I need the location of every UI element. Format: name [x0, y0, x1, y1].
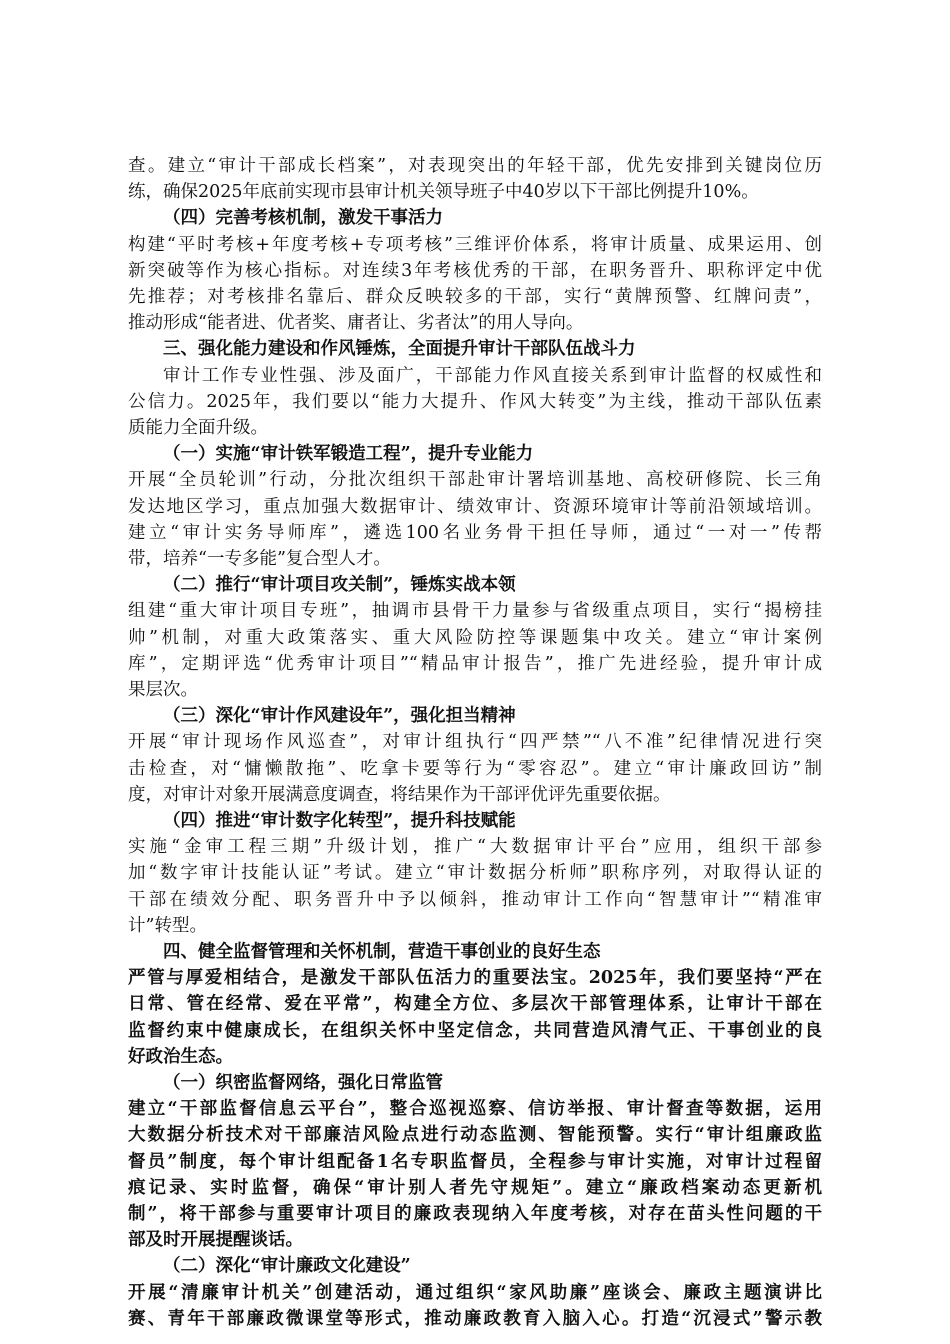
text-line: 干部在绩效分配、职务晋升中予以倾斜，推动审计工作向“智慧审计”“精准审	[128, 889, 822, 910]
section-heading: 四、健全监督管理和关怀机制，营造干事创业的良好生态	[163, 942, 601, 962]
section-heading: （四）推进“审计数字化转型”，提升科技赋能	[163, 811, 516, 831]
text-line: 组建“重大审计项目专班”，抽调市县骨干力量参与省级重点项目，实行“揭榜挂	[128, 601, 822, 622]
text-line: 赛、青年干部廉政微课堂等形式，推动廉政教育入脑入心。打造“沉浸式”警示教	[128, 1308, 822, 1329]
text-line: 实施“金审工程三期”升级计划，推广“大数据审计平台”应用，组织干部参	[128, 837, 822, 858]
text-line: 严管与厚爱相结合，是激发干部队伍活力的重要法宝。2025年，我们要坚持“严在	[128, 968, 822, 989]
text-line: 督员”制度，每个审计组配备1名专职监督员，全程参与审计实施，对审计过程留	[128, 1151, 822, 1172]
text-line: 建立“干部监督信息云平台”，整合巡视巡察、信访举报、审计督查等数据，运用	[128, 1099, 822, 1120]
text-line: 构建“平时考核+年度考核+专项考核”三维评价体系，将审计质量、成果运用、创	[128, 234, 822, 255]
text-line: 开展“全员轮训”行动，分批次组织干部赴审计署培训基地、高校研修院、长三角	[128, 470, 822, 491]
text-line: 库”，定期评选“优秀审计项目”“精品审计报告”，推广先进经验，提升审计成	[128, 653, 822, 674]
text-line: 度，对审计对象开展满意度调查，将结果作为干部评优评先重要依据。	[128, 784, 671, 805]
text-line: 练，确保2025年底前实现市县审计机关领导班子中40岁以下干部比例提升10%。	[128, 182, 759, 203]
text-line: 审计工作专业性强、涉及面广，干部能力作风直接关系到审计监督的权威性和	[163, 365, 822, 386]
text-line: 发达地区学习，重点加强大数据审计、绩效审计、资源环境审计等前沿领域培训。	[128, 496, 822, 517]
text-line: 好政治生态。	[128, 1046, 233, 1067]
text-line: 监督约束中健康成长，在组织关怀中坚定信念，共同营造风清气正、干事创业的良	[128, 1020, 822, 1041]
section-heading: （一）织密监督网络，强化日常监管	[163, 1073, 443, 1093]
text-line: 查。建立“审计干部成长档案”，对表现突出的年轻干部，优先安排到关键岗位历	[128, 156, 822, 176]
text-line: 部及时开展提醒谈话。	[128, 1230, 303, 1251]
text-line: 击检查，对“慵懒散拖”、吃拿卡要等行为“零容忍”。建立“审计廉政回访”制	[128, 758, 822, 779]
text-line: 带，培养“一专多能”复合型人才。	[128, 549, 391, 569]
text-line: 计”转型。	[128, 915, 207, 936]
text-line: 大数据分析技术对干部廉洁风险点进行动态监测、智能预警。实行“审计组廉政监	[128, 1125, 822, 1146]
section-heading: （四）完善考核机制，激发干事活力	[163, 208, 443, 229]
text-line: 质能力全面升级。	[128, 418, 268, 438]
text-line: 新突破等作为核心指标。对连续3年考核优秀的干部，在职务晋升、职称评定中优	[128, 260, 822, 281]
text-line: 推动形成“能者进、优者奖、庸者让、劣者汰”的用人导向。	[128, 313, 584, 334]
section-heading: （一）实施“审计铁军锻造工程”，提升专业能力	[163, 444, 534, 465]
text-line: 加“数字审计技能认证”考试。建立“审计数据分析师”职称序列，对取得认证的	[128, 863, 822, 884]
text-line: 开展“审计现场作风巡查”，对审计组执行“四严禁”“八不准”纪律情况进行突	[128, 732, 822, 753]
section-heading: （二）推行“审计项目攻关制”，锤炼实战本领	[163, 575, 516, 596]
text-line: 先推荐；对考核排名靠后、群众反映较多的干部，实行“黄牌预警、红牌问责”，	[128, 287, 822, 307]
text-line: 开展“清廉审计机关”创建活动，通过组织“家风助廉”座谈会、廉政主题演讲比	[128, 1282, 822, 1303]
text-line: 果层次。	[128, 680, 198, 700]
text-line: 痕记录、实时监督，确保“审计别人者先守规矩”。建立“廉政档案动态更新机	[128, 1177, 822, 1198]
text-line: 公信力。2025年，我们要以“能力大提升、作风大转变”为主线，推动干部队伍素	[128, 391, 822, 412]
text-line: 日常、管在经常、爱在平常”，构建全方位、多层次干部管理体系，让审计干部在	[128, 994, 822, 1015]
section-heading: （三）深化“审计作风建设年”，强化担当精神	[163, 706, 516, 727]
section-heading: （二）深化“审计廉政文化建设”	[163, 1256, 411, 1277]
section-heading: 三、强化能力建设和作风锤炼，全面提升审计干部队伍战斗力	[163, 339, 636, 360]
text-line: 制”，将干部参与重要审计项目的廉政表现纳入年度考核，对存在苗头性问题的干	[128, 1204, 822, 1224]
text-line: 帅”机制，对重大政策落实、重大风险防控等课题集中攻关。建立“审计案例	[128, 627, 822, 648]
text-line: 建立“审计实务导师库”，遴选100名业务骨干担任导师，通过“一对一”传帮	[128, 522, 822, 543]
